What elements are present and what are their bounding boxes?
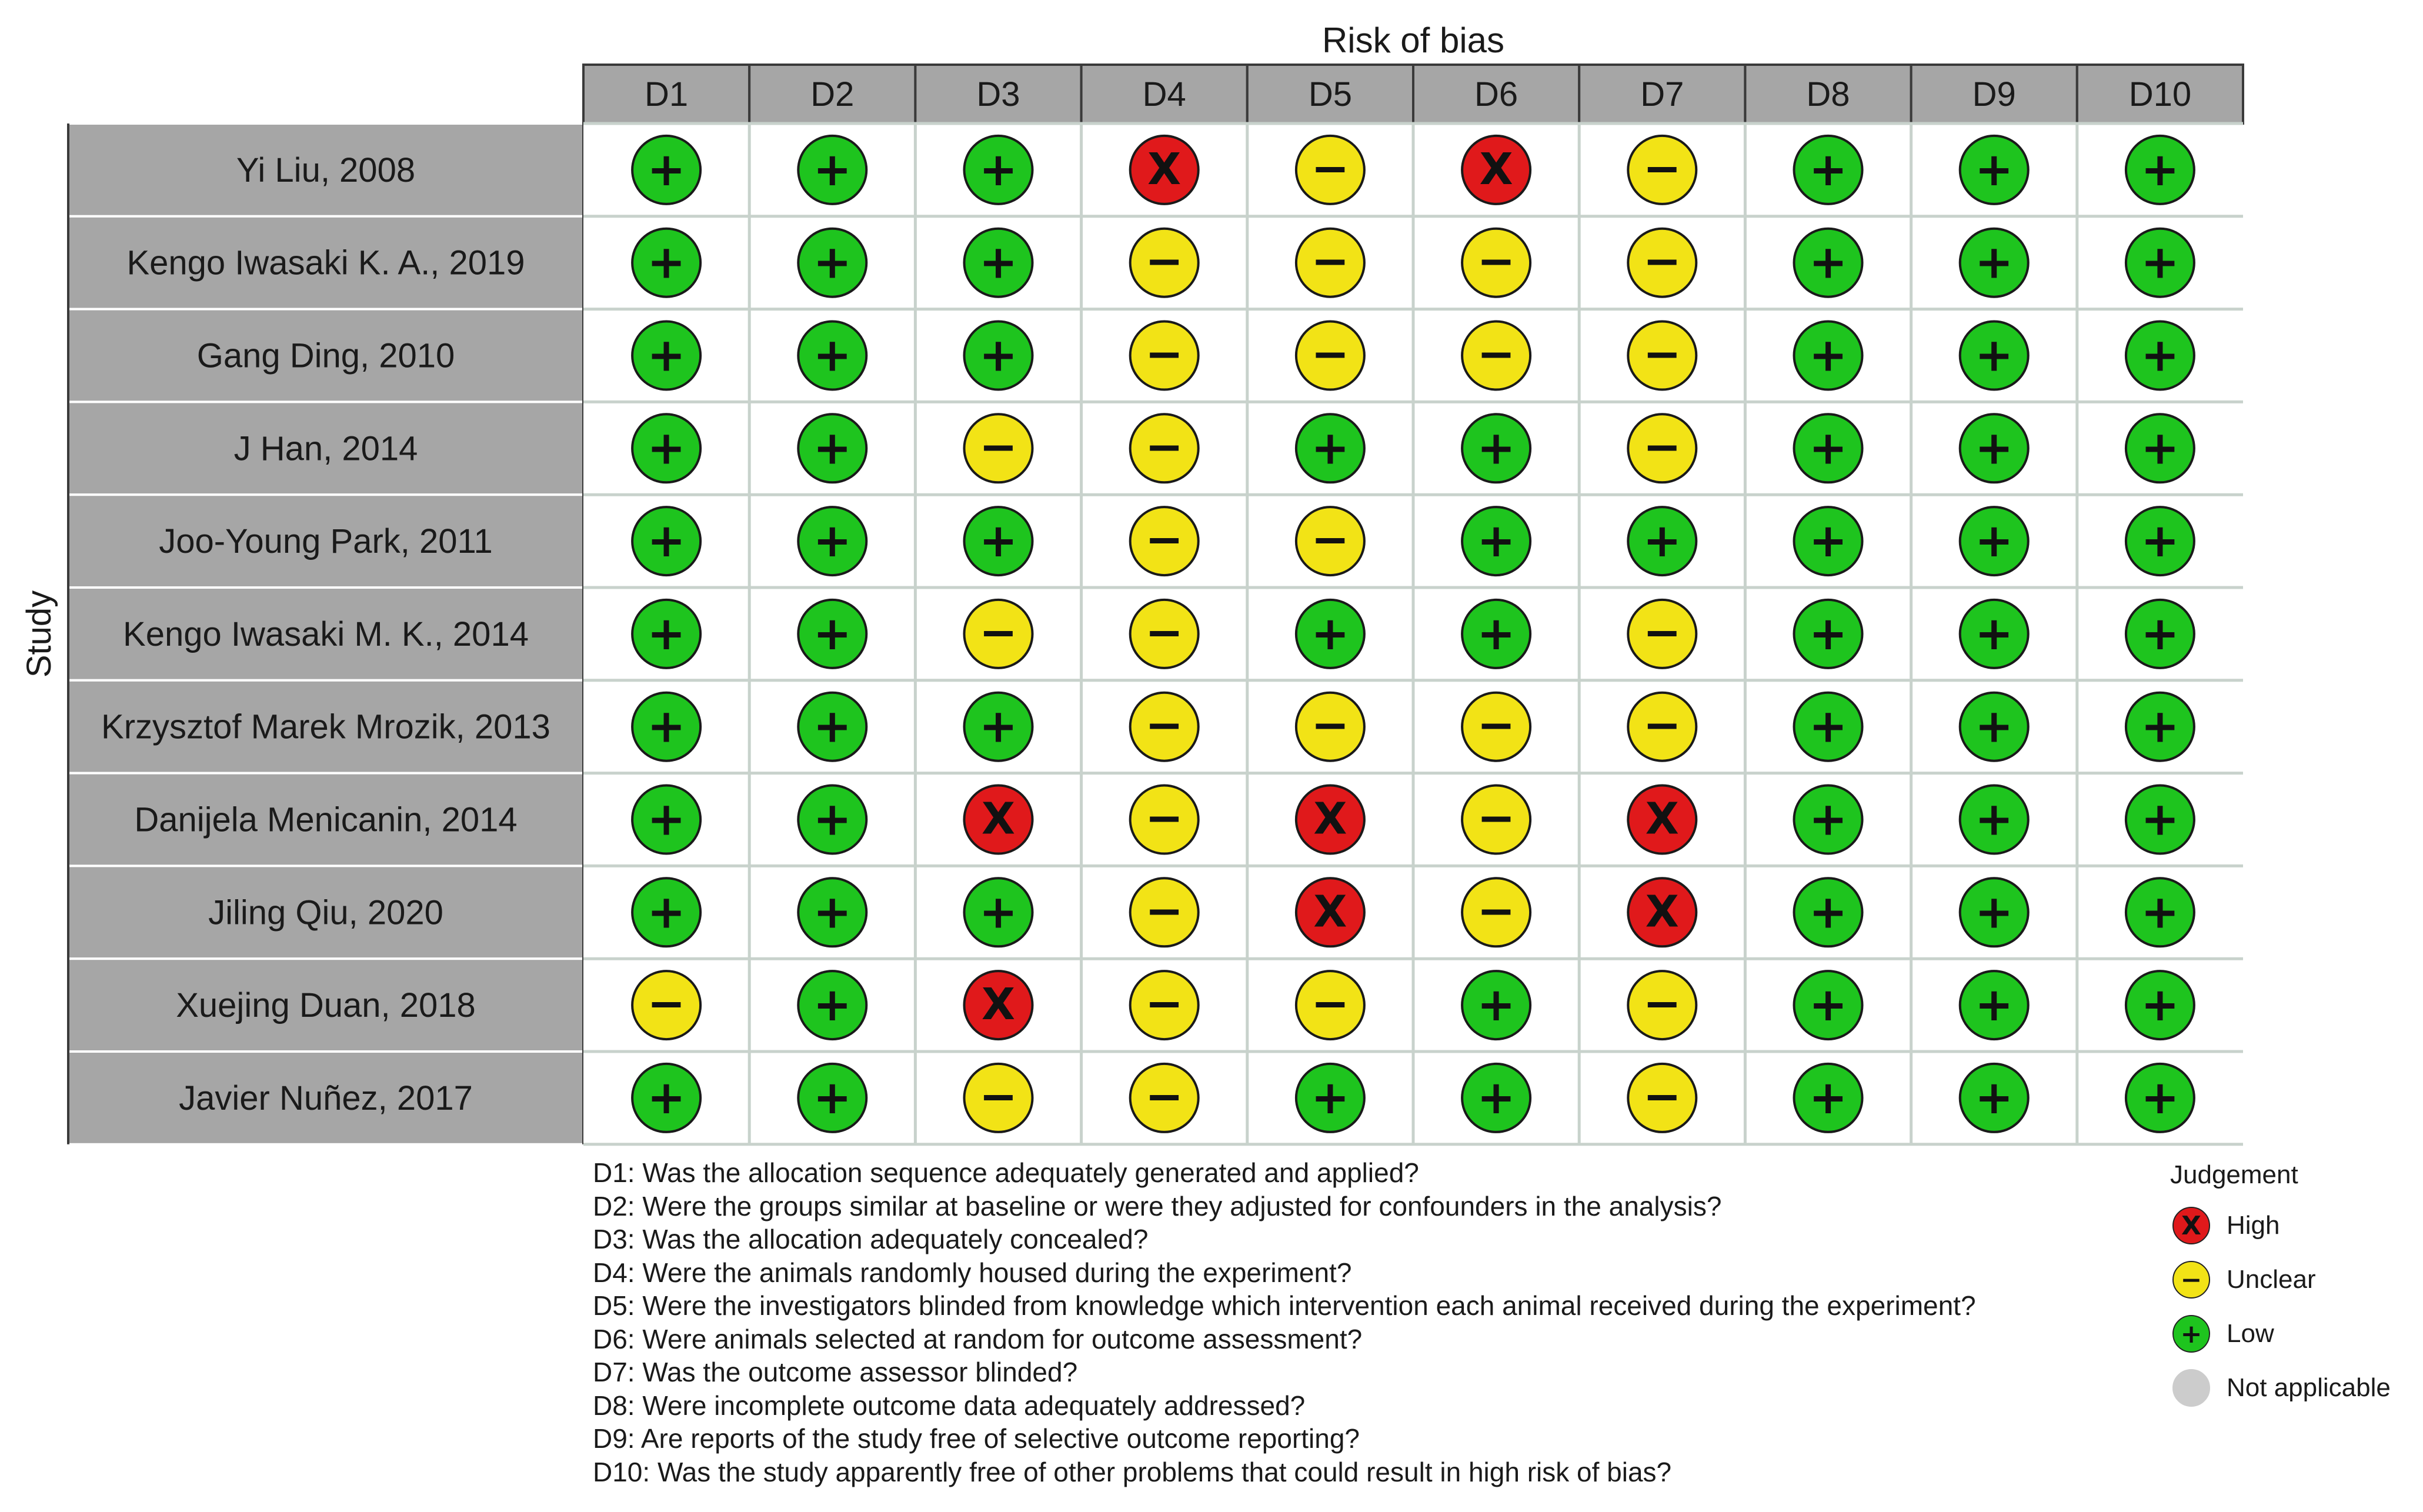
judgement-low-mark — [798, 229, 866, 297]
legend-swatch-na-icon — [2172, 1369, 2210, 1407]
study-row-label — [68, 680, 583, 773]
column-header-d4 — [1082, 65, 1247, 124]
column-header-d6 — [1413, 65, 1579, 124]
judgement-symbol: + — [1975, 236, 2014, 289]
judgement-unclear-mark — [1130, 693, 1199, 761]
judgement-low-mark — [2126, 878, 2194, 946]
judgement-symbol: + — [1808, 422, 1848, 475]
judgement-symbol: + — [813, 700, 852, 753]
study-row-label — [68, 495, 583, 588]
column-header-d10 — [2077, 65, 2243, 124]
judgement-symbol: + — [1808, 329, 1848, 382]
study-row-label — [68, 216, 583, 309]
judgement-symbol: − — [1145, 606, 1184, 659]
judgement-symbol: + — [1643, 515, 1681, 568]
judgement-symbol: + — [813, 979, 852, 1032]
domain-question-8: D8: Were incomplete outcome data adequately addressed? — [593, 1390, 1306, 1421]
judgement-symbol: + — [2141, 607, 2180, 660]
legend-item-high — [2170, 1199, 2423, 1253]
column-header-label: D2 — [810, 75, 855, 114]
judgement-symbol: − — [1311, 328, 1350, 381]
judgement-symbol: + — [2141, 793, 2180, 846]
judgement-symbol: + — [1808, 236, 1848, 289]
judgement-unclear-mark — [1628, 414, 1696, 482]
judgement-symbol: − — [1311, 235, 1350, 288]
judgement-low-mark — [1960, 693, 2028, 761]
judgement-symbol: + — [1477, 515, 1516, 568]
judgement-low-mark — [1462, 971, 1530, 1039]
judgement-symbol: + — [647, 886, 686, 939]
judgement-symbol: + — [2141, 886, 2180, 939]
judgement-symbol: + — [647, 329, 686, 382]
legend-label: Low — [2227, 1319, 2274, 1348]
domain-question-6: D6: Were animals selected at random for outcome assessment? — [593, 1323, 1363, 1354]
judgement-symbol: + — [1975, 143, 2014, 196]
column-header-d9 — [1911, 65, 2077, 124]
judgement-symbol: − — [1145, 792, 1184, 845]
judgement-unclear-mark — [1130, 971, 1199, 1039]
judgement-unclear-mark — [1296, 507, 1364, 575]
judgement-low-mark — [2126, 229, 2194, 297]
judgement-unclear-mark — [964, 1064, 1033, 1132]
column-header-label: D1 — [645, 75, 689, 114]
column-header-label: D10 — [2128, 75, 2192, 114]
judgement-low-mark — [798, 414, 866, 482]
judgement-low-mark — [632, 693, 700, 761]
judgement-symbol: + — [1808, 143, 1848, 196]
judgement-symbol: + — [2141, 236, 2180, 289]
judgement-unclear-mark — [1130, 1064, 1199, 1132]
judgement-low-mark — [1960, 971, 2028, 1039]
judgement-symbol: + — [1477, 979, 1516, 1032]
judgement-symbol: + — [1975, 700, 2014, 753]
study-label: Danijela Menicanin, 2014 — [134, 800, 518, 839]
legend-item-unclear — [2170, 1253, 2423, 1307]
judgement-high-mark — [1628, 878, 1696, 946]
judgement-low-mark — [1296, 414, 1364, 482]
legend-swatch-unclear-icon: − — [2172, 1261, 2210, 1299]
judgement-low-mark — [1296, 600, 1364, 668]
judgement-symbol: − — [1477, 884, 1516, 938]
judgement-symbol: + — [2141, 1071, 2180, 1124]
judgement-unclear-mark — [1462, 786, 1530, 854]
judgement-symbol: X — [1313, 886, 1347, 937]
domain-question-9: D9: Are reports of the study free of selective outcome reporting? — [593, 1423, 1360, 1454]
column-header-label: D9 — [1972, 75, 2016, 114]
judgement-symbol: + — [813, 793, 852, 846]
judgement-symbol: + — [813, 329, 852, 382]
judgement-low-mark — [1628, 507, 1696, 575]
study-label: Gang Ding, 2010 — [196, 336, 455, 375]
judgement-low-mark — [964, 878, 1033, 946]
legend-item-low — [2170, 1307, 2423, 1361]
judgement-low-mark — [964, 507, 1033, 575]
judgement-unclear-mark — [1130, 878, 1199, 946]
judgement-symbol: − — [1145, 699, 1184, 752]
judgement-symbol: − — [1145, 328, 1184, 381]
judgement-symbol: + — [1311, 1071, 1350, 1124]
judgement-unclear-mark — [1296, 693, 1364, 761]
judgement-low-mark — [2126, 507, 2194, 575]
judgement-symbol: − — [1477, 792, 1516, 845]
judgement-symbol: + — [2141, 143, 2180, 196]
judgement-low-mark — [798, 507, 866, 575]
judgement-low-mark — [1462, 1064, 1530, 1132]
judgement-low-mark — [1960, 507, 2028, 575]
column-header-d7 — [1579, 65, 1745, 124]
judgement-low-mark — [1794, 786, 1863, 854]
judgement-symbol: − — [979, 420, 1018, 474]
study-row-label — [68, 309, 583, 402]
study-label: Kengo Iwasaki M. K., 2014 — [123, 615, 529, 653]
judgement-symbol: + — [1808, 607, 1848, 660]
judgement-unclear-mark — [1462, 878, 1530, 946]
judgement-symbol: + — [813, 1071, 852, 1124]
judgement-low-mark — [798, 136, 866, 204]
legend-swatch-low-icon: + — [2172, 1315, 2210, 1353]
judgement-low-mark — [1960, 414, 2028, 482]
legend-label: High — [2227, 1211, 2280, 1240]
judgement-symbol: + — [1311, 422, 1350, 475]
column-header-label: D3 — [976, 75, 1020, 114]
judgement-low-mark — [632, 507, 700, 575]
judgement-symbol: − — [1477, 235, 1516, 288]
judgement-unclear-mark — [1628, 136, 1696, 204]
judgement-low-mark — [2126, 971, 2194, 1039]
judgement-symbol: + — [1808, 886, 1848, 939]
judgement-symbol: − — [979, 606, 1018, 659]
judgement-low-mark — [798, 786, 866, 854]
legend-swatch-high-icon: X — [2172, 1207, 2210, 1244]
judgement-high-mark — [1628, 786, 1696, 854]
judgement-low-mark — [964, 322, 1033, 390]
judgement-symbol: − — [1311, 977, 1350, 1031]
judgement-low-mark — [632, 1064, 700, 1132]
judgement-low-mark — [632, 786, 700, 854]
y-axis-title: Study — [19, 590, 58, 678]
judgement-symbol: + — [1477, 422, 1516, 475]
judgement-symbol: X — [1147, 143, 1182, 195]
judgement-high-mark — [1462, 136, 1530, 204]
judgement-high-mark — [1296, 878, 1364, 946]
column-header-label: D4 — [1142, 75, 1186, 114]
judgement-symbol: X — [1645, 793, 1679, 845]
judgement-symbol: + — [1311, 607, 1350, 660]
judgement-low-mark — [1794, 136, 1863, 204]
study-row-label — [68, 773, 583, 866]
judgement-symbol: + — [1975, 979, 2014, 1032]
judgement-symbol: + — [647, 607, 686, 660]
judgement-low-mark — [964, 136, 1033, 204]
judgement-symbol: − — [1311, 513, 1350, 567]
study-row-label — [68, 866, 583, 959]
judgement-symbol: − — [1643, 977, 1681, 1031]
judgement-symbol: + — [979, 329, 1018, 382]
judgement-symbol: X — [1479, 143, 1513, 195]
study-row-label — [68, 588, 583, 680]
judgement-low-mark — [798, 693, 866, 761]
judgement-symbol: + — [647, 1071, 686, 1124]
judgement-symbol: + — [1975, 793, 2014, 846]
judgement-unclear-mark — [1296, 136, 1364, 204]
judgement-unclear-mark — [632, 971, 700, 1039]
column-header-d5 — [1247, 65, 1413, 124]
judgement-low-mark — [1462, 507, 1530, 575]
column-header-d1 — [583, 65, 749, 124]
judgement-unclear-mark — [964, 600, 1033, 668]
judgement-symbol: + — [2141, 329, 2180, 382]
study-row-label — [68, 959, 583, 1052]
judgement-symbol: + — [1975, 515, 2014, 568]
judgement-unclear-mark — [1296, 322, 1364, 390]
judgement-low-mark — [1296, 1064, 1364, 1132]
study-label: J Han, 2014 — [233, 429, 418, 468]
column-header-label: D7 — [1640, 75, 1684, 114]
judgement-unclear-mark — [1462, 322, 1530, 390]
judgement-symbol: + — [1975, 329, 2014, 382]
judgement-symbol: − — [1643, 699, 1681, 752]
judgement-low-mark — [2126, 786, 2194, 854]
judgement-low-mark — [1794, 600, 1863, 668]
domain-question-3: D3: Was the allocation adequately concealed? — [593, 1224, 1149, 1254]
judgement-symbol: + — [1975, 886, 2014, 939]
judgement-symbol: + — [1808, 700, 1848, 753]
judgement-symbol: + — [647, 236, 686, 289]
judgement-low-mark — [2126, 136, 2194, 204]
judgement-unclear-mark — [1628, 322, 1696, 390]
study-label: Joo-Young Park, 2011 — [159, 522, 493, 561]
judgement-low-mark — [798, 878, 866, 946]
judgement-unclear-mark — [1628, 1064, 1696, 1132]
judgement-symbol: + — [979, 515, 1018, 568]
judgement-symbol: + — [1808, 515, 1848, 568]
judgement-symbol: + — [1808, 979, 1848, 1032]
judgement-symbol: − — [1643, 606, 1681, 659]
judgement-low-mark — [1960, 600, 2028, 668]
judgement-symbol: + — [2141, 422, 2180, 475]
judgement-symbol: X — [981, 793, 1016, 845]
judgement-low-mark — [632, 136, 700, 204]
judgement-symbol: + — [647, 515, 686, 568]
judgement-low-mark — [632, 229, 700, 297]
judgement-symbol: − — [1477, 328, 1516, 381]
judgement-low-mark — [964, 693, 1033, 761]
judgement-unclear-mark — [1130, 322, 1199, 390]
study-row-label — [68, 402, 583, 495]
judgement-unclear-mark — [1628, 600, 1696, 668]
judgement-symbol: + — [647, 422, 686, 475]
legend-label: Not applicable — [2227, 1373, 2391, 1402]
judgement-low-mark — [1960, 322, 2028, 390]
judgement-symbol: + — [813, 607, 852, 660]
judgement-symbol: + — [813, 143, 852, 196]
judgement-high-mark — [964, 786, 1033, 854]
judgement-low-mark — [2126, 414, 2194, 482]
study-row-label — [68, 124, 583, 216]
study-label: Yi Liu, 2008 — [236, 151, 416, 189]
domain-question-1: D1: Was the allocation sequence adequately generated and applied? — [593, 1157, 1419, 1188]
judgement-symbol: − — [647, 977, 686, 1031]
judgement-low-mark — [798, 600, 866, 668]
judgement-low-mark — [1794, 414, 1863, 482]
judgement-low-mark — [1794, 971, 1863, 1039]
domain-question-7: D7: Was the outcome assessor blinded? — [593, 1357, 1078, 1387]
judgement-high-mark — [1296, 786, 1364, 854]
judgement-symbol: − — [1643, 235, 1681, 288]
judgement-low-mark — [632, 414, 700, 482]
judgement-symbol: X — [1313, 793, 1347, 845]
judgement-symbol: − — [1643, 1070, 1681, 1123]
judgement-symbol: + — [813, 886, 852, 939]
judgement-unclear-mark — [1130, 507, 1199, 575]
judgement-symbol: − — [1145, 513, 1184, 567]
judgement-low-mark — [1462, 600, 1530, 668]
judgement-symbol: + — [813, 422, 852, 475]
column-header-d2 — [749, 65, 915, 124]
judgement-symbol: + — [1808, 1071, 1848, 1124]
judgement-low-mark — [798, 971, 866, 1039]
judgement-symbol: + — [813, 236, 852, 289]
judgement-symbol: + — [2141, 515, 2180, 568]
domain-question-10: D10: Was the study apparently free of other problems that could result in high risk of bias? — [593, 1456, 1672, 1487]
judgement-low-mark — [2126, 693, 2194, 761]
judgement-low-mark — [1794, 507, 1863, 575]
column-header-label: D8 — [1806, 75, 1850, 114]
judgement-symbol: − — [1145, 1070, 1184, 1123]
domain-question-2: D2: Were the groups similar at baseline or were they adjusted for confounders in the analysis? — [593, 1190, 1722, 1221]
judgement-symbol: − — [1311, 699, 1350, 752]
judgement-symbol: + — [1975, 607, 2014, 660]
judgement-symbol: + — [1975, 1071, 2014, 1124]
judgement-low-mark — [2126, 322, 2194, 390]
study-row-label — [68, 1052, 583, 1144]
judgement-symbol: − — [1145, 977, 1184, 1031]
study-label: Xuejing Duan, 2018 — [176, 986, 476, 1025]
judgement-low-mark — [798, 1064, 866, 1132]
domain-question-4: D4: Were the animals randomly housed during the experiment? — [593, 1257, 1352, 1288]
legend — [2170, 1157, 2423, 1415]
judgement-symbol: − — [979, 1070, 1018, 1123]
judgement-low-mark — [2126, 1064, 2194, 1132]
judgement-unclear-mark — [1462, 693, 1530, 761]
judgement-symbol: + — [979, 236, 1018, 289]
judgement-low-mark — [1794, 322, 1863, 390]
judgement-low-mark — [1960, 786, 2028, 854]
judgement-symbol: + — [979, 700, 1018, 753]
judgement-symbol: + — [979, 886, 1018, 939]
judgement-symbol: + — [813, 515, 852, 568]
legend-item-na — [2170, 1361, 2423, 1415]
judgement-low-mark — [964, 229, 1033, 297]
domain-question-5: D5: Were the investigators blinded from knowledge which intervention each animal received during the experiment? — [593, 1290, 1976, 1321]
judgement-low-mark — [1960, 136, 2028, 204]
judgement-high-mark — [964, 971, 1033, 1039]
judgement-unclear-mark — [964, 414, 1033, 482]
judgement-low-mark — [1794, 878, 1863, 946]
judgement-unclear-mark — [1628, 229, 1696, 297]
judgement-unclear-mark — [1130, 600, 1199, 668]
column-header-label: D5 — [1308, 75, 1352, 114]
judgement-low-mark — [1960, 878, 2028, 946]
judgement-symbol: + — [2141, 979, 2180, 1032]
judgement-unclear-mark — [1130, 229, 1199, 297]
judgement-symbol: + — [647, 700, 686, 753]
judgement-symbol: + — [647, 143, 686, 196]
judgement-unclear-mark — [1130, 786, 1199, 854]
judgement-unclear-mark — [1296, 229, 1364, 297]
judgement-low-mark — [2126, 600, 2194, 668]
judgement-unclear-mark — [1130, 414, 1199, 482]
judgement-symbol: + — [1808, 793, 1848, 846]
chart-title: Risk of bias — [1321, 21, 1505, 60]
study-label: Jiling Qiu, 2020 — [208, 893, 443, 932]
judgement-low-mark — [798, 322, 866, 390]
judgement-symbol: + — [1975, 422, 2014, 475]
judgement-unclear-mark — [1628, 971, 1696, 1039]
column-header-d8 — [1745, 65, 1911, 124]
judgement-symbol: − — [1643, 328, 1681, 381]
judgement-symbol: − — [1145, 420, 1184, 474]
legend-title: Judgement — [2170, 1160, 2298, 1189]
judgement-symbol: + — [647, 793, 686, 846]
column-header-label: D6 — [1474, 75, 1518, 114]
judgement-symbol: − — [1311, 142, 1350, 195]
judgement-unclear-mark — [1462, 229, 1530, 297]
judgement-low-mark — [1794, 693, 1863, 761]
study-label: Krzysztof Marek Mrozik, 2013 — [101, 707, 550, 746]
judgement-unclear-mark — [1296, 971, 1364, 1039]
judgement-high-mark — [1130, 136, 1199, 204]
judgement-symbol: − — [1145, 235, 1184, 288]
judgement-low-mark — [1960, 229, 2028, 297]
judgement-low-mark — [632, 322, 700, 390]
column-header-d3 — [915, 65, 1081, 124]
judgement-symbol: − — [1643, 420, 1681, 474]
judgement-low-mark — [1794, 1064, 1863, 1132]
judgement-unclear-mark — [1628, 693, 1696, 761]
judgement-low-mark — [632, 878, 700, 946]
judgement-symbol: X — [1645, 886, 1679, 937]
judgement-symbol: + — [1477, 1071, 1516, 1124]
judgement-low-mark — [1462, 414, 1530, 482]
legend-label: Unclear — [2227, 1265, 2316, 1294]
judgement-low-mark — [1960, 1064, 2028, 1132]
judgement-symbol: + — [2141, 700, 2180, 753]
study-label: Kengo Iwasaki K. A., 2019 — [126, 243, 525, 282]
judgement-symbol: − — [1145, 884, 1184, 938]
judgement-symbol: − — [1477, 699, 1516, 752]
judgement-symbol: X — [981, 979, 1016, 1030]
domain-questions-list — [593, 1156, 2192, 1488]
judgement-low-mark — [1794, 229, 1863, 297]
judgement-low-mark — [632, 600, 700, 668]
judgement-symbol: − — [1643, 142, 1681, 195]
judgement-symbol: + — [979, 143, 1018, 196]
study-label: Javier Nuñez, 2017 — [179, 1079, 473, 1117]
judgement-symbol: + — [1477, 607, 1516, 660]
